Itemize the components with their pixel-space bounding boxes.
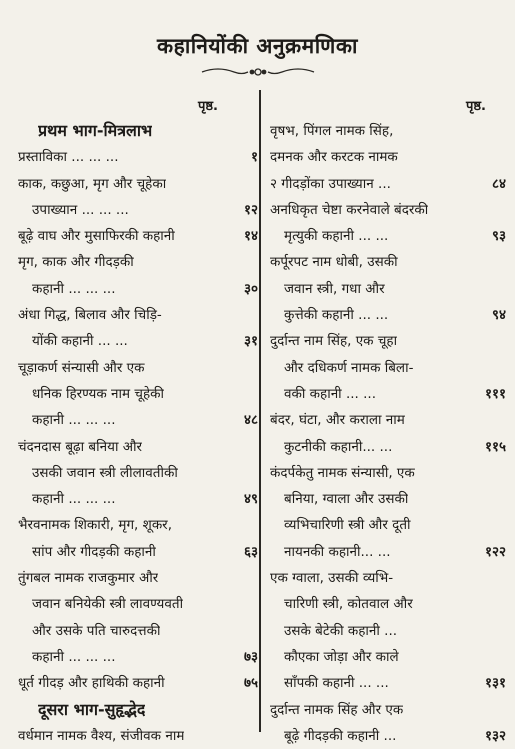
entry-title: कहानी ... ... ... xyxy=(32,412,116,429)
entry-title: वृषभ, पिंगल नामक सिंह, xyxy=(270,123,394,139)
toc-entry xyxy=(18,512,258,538)
toc-entry xyxy=(270,434,506,460)
entry-title: कुटनीकी कहानी... ... xyxy=(284,438,393,455)
toc-entry xyxy=(18,197,258,223)
toc-entry xyxy=(270,407,506,433)
entry-title: और दधिकर्ण नामक बिला- xyxy=(284,359,414,376)
entry-title: अंधा गिद्ध, बिलाव और चिड़ि- xyxy=(18,307,162,324)
entry-title: वकी कहानी ... ... xyxy=(284,385,377,402)
toc-entry xyxy=(270,670,506,696)
right-page-heading: पृष्ठ. xyxy=(466,99,486,114)
entry-title: बनिया, ग्वाला और उसकी xyxy=(284,491,409,508)
entry-title: कंदर्पकेतु नामक संन्यासी, एक xyxy=(270,464,415,481)
toc-entry xyxy=(18,723,258,749)
toc-entry xyxy=(270,644,506,670)
toc-entry xyxy=(270,223,506,249)
page-number: ६३ xyxy=(243,543,258,560)
left-column xyxy=(18,118,258,749)
toc-entry xyxy=(270,381,506,407)
title-ornament xyxy=(0,64,515,80)
toc-entry xyxy=(270,512,506,538)
toc-entry xyxy=(270,486,506,512)
entry-title: २ गीदड़ोंका उपाख्यान ... xyxy=(270,175,391,192)
entry-title: योंकी कहानी ... ... xyxy=(32,333,128,350)
page-number: ११५ xyxy=(484,438,506,455)
entry-title: चारिणी स्त्री, कोतवाल और xyxy=(284,596,413,613)
entry-title: बूढ़े गीदड़की कहानी ... xyxy=(284,727,397,744)
column-divider xyxy=(259,90,261,732)
toc-entry xyxy=(270,539,506,565)
entry-title: प्रस्ताविका ... ... ... xyxy=(18,149,119,166)
toc-entry xyxy=(18,434,258,460)
toc-entry xyxy=(270,697,506,723)
entry-title: चंदनदास बूढ़ा बनिया और xyxy=(18,438,143,455)
page-number: ४९ xyxy=(243,491,258,508)
right-column xyxy=(270,118,506,749)
toc-entry xyxy=(18,381,258,407)
toc-entry xyxy=(270,276,506,302)
entry-title: चूड़ाकर्ण संन्यासी और एक xyxy=(18,359,145,376)
toc-entry xyxy=(18,249,258,275)
entry-title: कुत्तेकी कहानी ... ... xyxy=(284,307,389,324)
page-number: ९४ xyxy=(491,307,506,324)
toc-entry xyxy=(270,171,506,197)
entry-title: धनिक हिरण्यक नाम चूहेकी xyxy=(32,385,164,402)
page-number: ३१ xyxy=(243,333,258,350)
section-title: प्रथम भाग-मित्रलाभ xyxy=(38,121,153,140)
toc-entry xyxy=(18,407,258,433)
entry-title: और उसके पति चारुदत्तकी xyxy=(32,622,161,639)
entry-title: कहानी ... ... ... xyxy=(32,648,116,665)
entry-title: कर्पूरपट नाम धोबी, उसकी xyxy=(270,254,398,271)
toc-entry xyxy=(270,144,506,170)
entry-title: कहानी ... ... ... xyxy=(32,280,116,297)
entry-title: जवान बनियेकी स्त्री लावण्यवती xyxy=(32,596,184,613)
toc-entry xyxy=(270,565,506,591)
page-number: १ xyxy=(250,149,258,166)
toc-entry xyxy=(18,276,258,302)
page-number: ७५ xyxy=(243,675,258,692)
entry-title: साँपकी कहानी ... ... xyxy=(284,675,389,692)
entry-title: काक, कछुआ, मृग और चूहेका xyxy=(18,175,167,192)
page-number: १४ xyxy=(243,228,258,245)
entry-title: सांप और गीदड़की कहानी xyxy=(32,543,156,560)
toc-entry xyxy=(270,591,506,617)
entry-title: कौएका जोड़ा और काले xyxy=(284,648,399,665)
toc-entry xyxy=(18,302,258,328)
toc-entry xyxy=(270,302,506,328)
toc-entry xyxy=(18,486,258,512)
page-number: ४८ xyxy=(243,412,258,429)
toc-entry xyxy=(270,249,506,275)
entry-title: तुंगबल नामक राजकुमार और xyxy=(18,570,159,587)
toc-entry xyxy=(18,565,258,591)
entry-title: दुर्दान्त नामक सिंह और एक xyxy=(270,701,404,718)
toc-entry xyxy=(270,197,506,223)
entry-title: मृग, काक और गीदड़की xyxy=(18,254,134,271)
section-heading xyxy=(18,118,258,144)
entry-title: उसके बेटेकी कहानी ... xyxy=(284,622,398,639)
page-number: १३१ xyxy=(484,675,506,692)
page-number: ७३ xyxy=(243,648,258,665)
entry-title: वर्धमान नामक वैश्य, संजीवक नाम xyxy=(18,727,185,744)
entry-title: मृत्युकी कहानी ... ... xyxy=(284,228,389,245)
entry-title: अनधिकृत चेष्टा करनेवाले बंदरकी xyxy=(270,201,429,218)
toc-entry xyxy=(270,460,506,486)
toc-entry xyxy=(18,644,258,670)
toc-entry xyxy=(270,355,506,381)
toc-entry xyxy=(18,670,258,696)
left-page-heading: पृष्ठ. xyxy=(198,99,218,114)
section-heading xyxy=(18,697,258,723)
page-number: १२ xyxy=(243,201,258,218)
toc-entry xyxy=(18,460,258,486)
entry-title: जवान स्त्री, गधा और xyxy=(284,280,385,297)
entry-title: दुर्दान्त नाम सिंह, एक चूहा xyxy=(270,333,398,350)
entry-title: कहानी ... ... ... xyxy=(32,491,116,508)
page-number: १११ xyxy=(484,385,506,402)
entry-title: भैरवनामक शिकारी, मृग, शूकर, xyxy=(18,517,172,534)
page-number: ८४ xyxy=(491,175,506,192)
page-number: ९३ xyxy=(491,228,506,245)
entry-title: धूर्त गीदड़ और हाथिकी कहानी xyxy=(18,675,165,692)
entry-title: व्यभिचारिणी स्त्री और दूती xyxy=(284,517,411,534)
entry-title: एक ग्वाला, उसकी व्यभि- xyxy=(270,570,394,587)
entry-title: बंदर, घंटा, और कराला नाम xyxy=(270,412,405,429)
toc-entry xyxy=(18,591,258,617)
toc-entry xyxy=(18,539,258,565)
toc-entry xyxy=(18,328,258,354)
toc-entry xyxy=(270,723,506,749)
ornament-flourish-icon xyxy=(198,64,318,80)
toc-entry xyxy=(18,144,258,170)
toc-entry xyxy=(18,618,258,644)
page-title: कहानियोंकी अनुक्रमणिका xyxy=(157,34,358,58)
entry-title: उसकी जवान स्त्री लीलावतीकी xyxy=(32,464,178,481)
entry-title: नायनकी कहानी... ... xyxy=(284,543,391,560)
page-number: १३२ xyxy=(484,727,506,744)
entry-title: उपाख्यान ... ... ... xyxy=(32,201,129,218)
entry-title: दमनक और करटक नामक xyxy=(270,149,398,166)
toc-entry xyxy=(18,223,258,249)
toc-entry xyxy=(18,171,258,197)
toc-entry xyxy=(270,328,506,354)
toc-entry xyxy=(270,618,506,644)
toc-entry xyxy=(270,118,506,144)
entry-title: बूढ़े वाघ और मुसाफिरकी कहानी xyxy=(18,228,175,245)
toc-entry xyxy=(18,355,258,381)
page-number: ३० xyxy=(243,280,258,297)
section-title: दूसरा भाग-सुहृद्भेद xyxy=(38,699,146,719)
page-number: १२२ xyxy=(484,543,506,560)
